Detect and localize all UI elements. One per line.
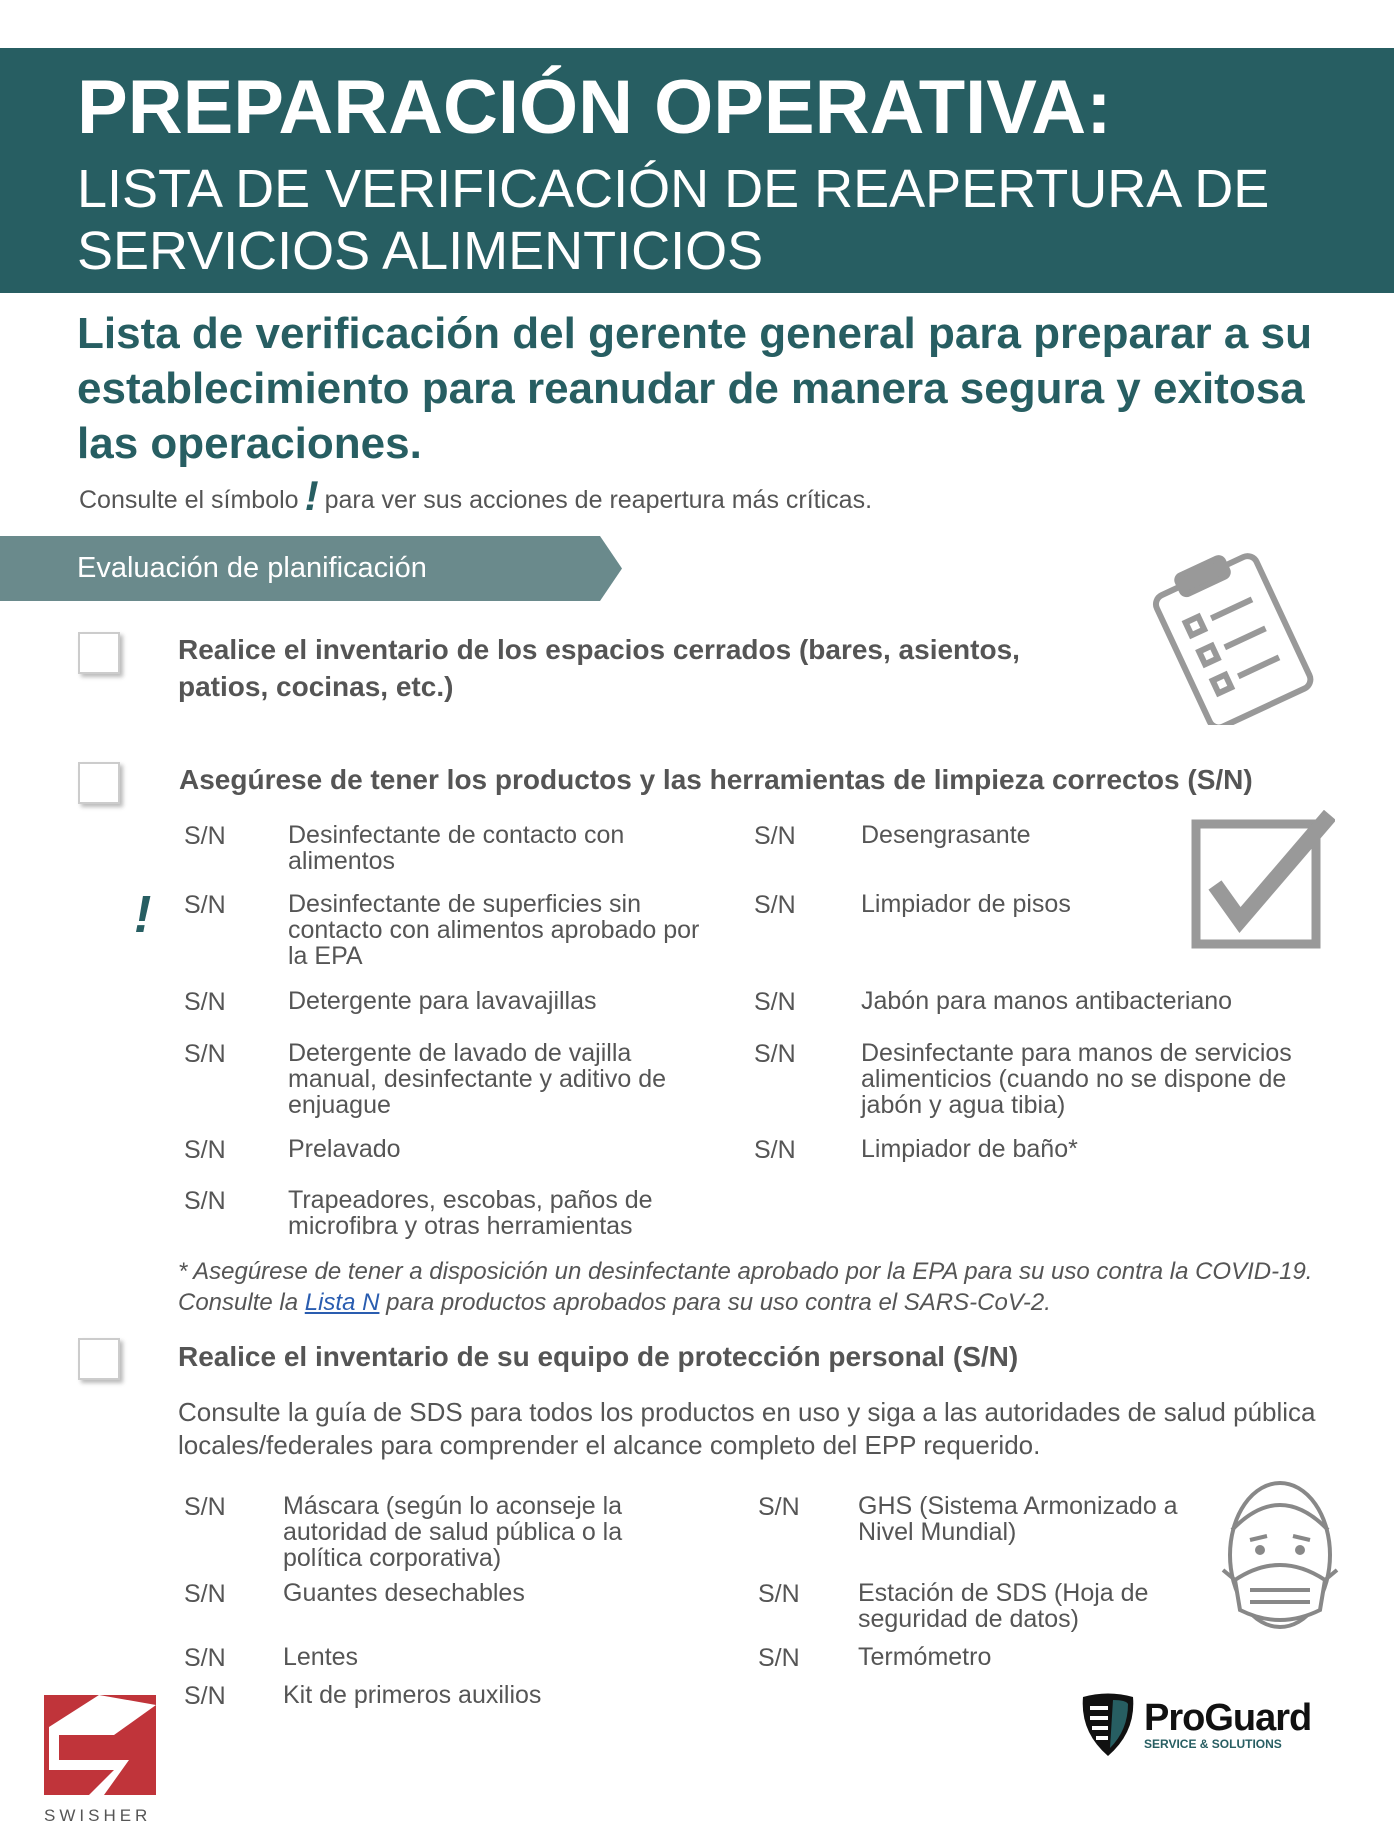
lista-n-link[interactable]: Lista N — [304, 1289, 380, 1316]
yes-no-field[interactable]: S/N — [184, 1580, 226, 1608]
yes-no-field[interactable]: S/N — [758, 1580, 800, 1608]
yes-no-field[interactable]: S/N — [184, 1136, 226, 1164]
checkbox-cleaning-products[interactable] — [78, 762, 120, 804]
yes-no-field[interactable]: S/N — [184, 988, 226, 1016]
checkbox-ppe[interactable] — [78, 1338, 120, 1380]
yes-no-field[interactable]: S/N — [754, 1136, 796, 1164]
yes-no-field[interactable]: S/N — [184, 891, 226, 919]
cleaning-item: Desinfectante de superficies sin contacto con alimentos aprobado por la EPA — [288, 890, 700, 970]
yes-no-field[interactable]: S/N — [184, 1187, 226, 1215]
ppe-item: Estación de SDS (Hoja de seguridad de datos) — [858, 1579, 1149, 1633]
item-ppe: Realice el inventario de su equipo de protección personal (S/N) — [178, 1341, 1019, 1372]
cleaning-item: Trapeadores, escobas, paños de microfibra y otras herramientas — [288, 1186, 653, 1240]
checkbox-inventory-spaces[interactable] — [78, 632, 120, 674]
exclamation-icon: ! — [304, 472, 319, 519]
yes-no-field[interactable]: S/N — [184, 1682, 226, 1710]
cleaning-item: Desinfectante para manos de servicios alimenticios (cuando no se dispone de jabón y agua tibia) — [861, 1039, 1292, 1119]
cleaning-item: Limpiador de pisos — [861, 890, 1071, 918]
ppe-item: Máscara (según lo aconseje la autoridad de salud pública o la política corporativa) — [283, 1492, 623, 1572]
yes-no-field[interactable]: S/N — [754, 988, 796, 1016]
cleaning-item: Detergente de lavado de vajilla manual, desinfectante y aditivo de enjuague — [288, 1039, 667, 1119]
swisher-logo-mark — [44, 1695, 160, 1799]
ppe-item: GHS (Sistema Armonizado a Nivel Mundial) — [858, 1492, 1178, 1546]
yes-no-field[interactable]: S/N — [754, 822, 796, 850]
yes-no-field[interactable]: S/N — [754, 891, 796, 919]
ppe-item: Guantes desechables — [283, 1579, 525, 1607]
section-title: Evaluación de planificación — [77, 552, 427, 584]
proguard-tagline: SERVICE & SOLUTIONS — [1144, 1737, 1282, 1751]
proguard-logo — [1078, 1692, 1311, 1758]
cleaning-item: Desengrasante — [861, 821, 1031, 849]
note-after: para ver sus acciones de reapertura más críticas. — [324, 486, 873, 514]
cleaning-item: Jabón para manos antibacteriano — [861, 987, 1233, 1015]
page-subtitle: LISTA DE VERIFICACIÓN DE REAPERTURA DE SERVICIOS ALIMENTICIOS — [77, 159, 1270, 281]
symbol-note — [79, 472, 873, 519]
footnote-line1: * Asegúrese de tener a disposición un desinfectante aprobado por la EPA para su uso contra la COVID-19. — [178, 1258, 1313, 1285]
yes-no-field[interactable]: S/N — [184, 1493, 226, 1521]
cleaning-item: Limpiador de baño* — [861, 1135, 1078, 1163]
footnote — [178, 1256, 1388, 1318]
proguard-shield-icon — [1078, 1692, 1138, 1758]
main-heading: Lista de verificación del gerente general para preparar a su establecimiento para reanudar de manera segura y exitosa las operaciones. — [77, 309, 1312, 468]
footnote-post: para productos aprobados para su uso contra el SARS-CoV-2. — [386, 1289, 1051, 1316]
cleaning-item: Prelavado — [288, 1135, 401, 1163]
proguard-name: ProGuard — [1144, 1697, 1312, 1739]
ppe-item: Kit de primeros auxilios — [283, 1681, 542, 1709]
ppe-intro: Consulte la guía de SDS para todos los productos en uso y siga a las autoridades de salud pública locales/federales para comprender el alcance completo del EPP requerido. — [178, 1397, 1316, 1460]
critical-exclamation-icon: ! — [134, 886, 152, 944]
ppe-item: Lentes — [283, 1643, 359, 1671]
item-cleaning-products: Asegúrese de tener los productos y las herramientas de limpieza correctos (S/N) — [179, 764, 1253, 795]
cleaning-item: Desinfectante de contacto con alimentos — [288, 821, 625, 875]
yes-no-field[interactable]: S/N — [184, 1644, 226, 1672]
yes-no-field[interactable]: S/N — [758, 1493, 800, 1521]
swisher-logo-text: SWISHER — [44, 1806, 152, 1825]
swisher-logo — [44, 1695, 160, 1826]
yes-no-field[interactable]: S/N — [184, 1040, 226, 1068]
face-mask-icon — [1215, 1470, 1345, 1635]
note-before: Consulte el símbolo — [79, 486, 299, 514]
item-inventory-spaces: Realice el inventario de los espacios cerrados (bares, asientos, patios, cocinas, etc.) — [178, 634, 1020, 702]
yes-no-field[interactable]: S/N — [754, 1040, 796, 1068]
clipboard-icon — [1140, 545, 1320, 725]
cleaning-item: Detergente para lavavajillas — [288, 987, 597, 1015]
yes-no-field[interactable]: S/N — [184, 822, 226, 850]
footnote-pre: Consulte la — [178, 1289, 299, 1316]
ppe-item: Termómetro — [858, 1643, 992, 1671]
page-title: PREPARACIÓN OPERATIVA: — [77, 65, 1112, 150]
yes-no-field[interactable]: S/N — [758, 1644, 800, 1672]
